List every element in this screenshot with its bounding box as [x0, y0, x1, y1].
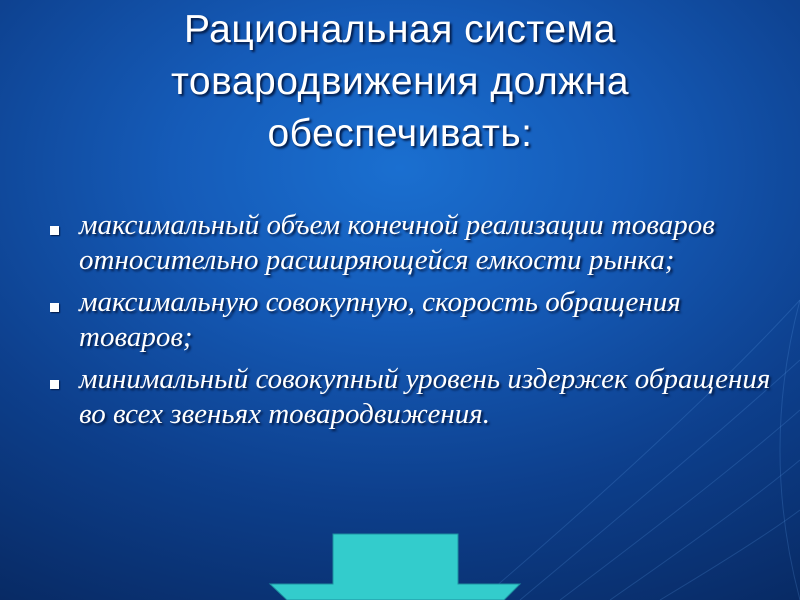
bullet-text: минимальный совокупный уровень издержек обращения во всех звеньях товародвижения. [79, 363, 771, 430]
bullet-text: максимальную совокупную, скорость обращения товаров; [79, 286, 681, 353]
slide-title: Рациональная система товародвижения должна обеспечивать: [170, 8, 630, 155]
bullet-text: максимальный объем конечной реализации товаров относительно расширяющейся емкости рынка; [79, 209, 715, 276]
